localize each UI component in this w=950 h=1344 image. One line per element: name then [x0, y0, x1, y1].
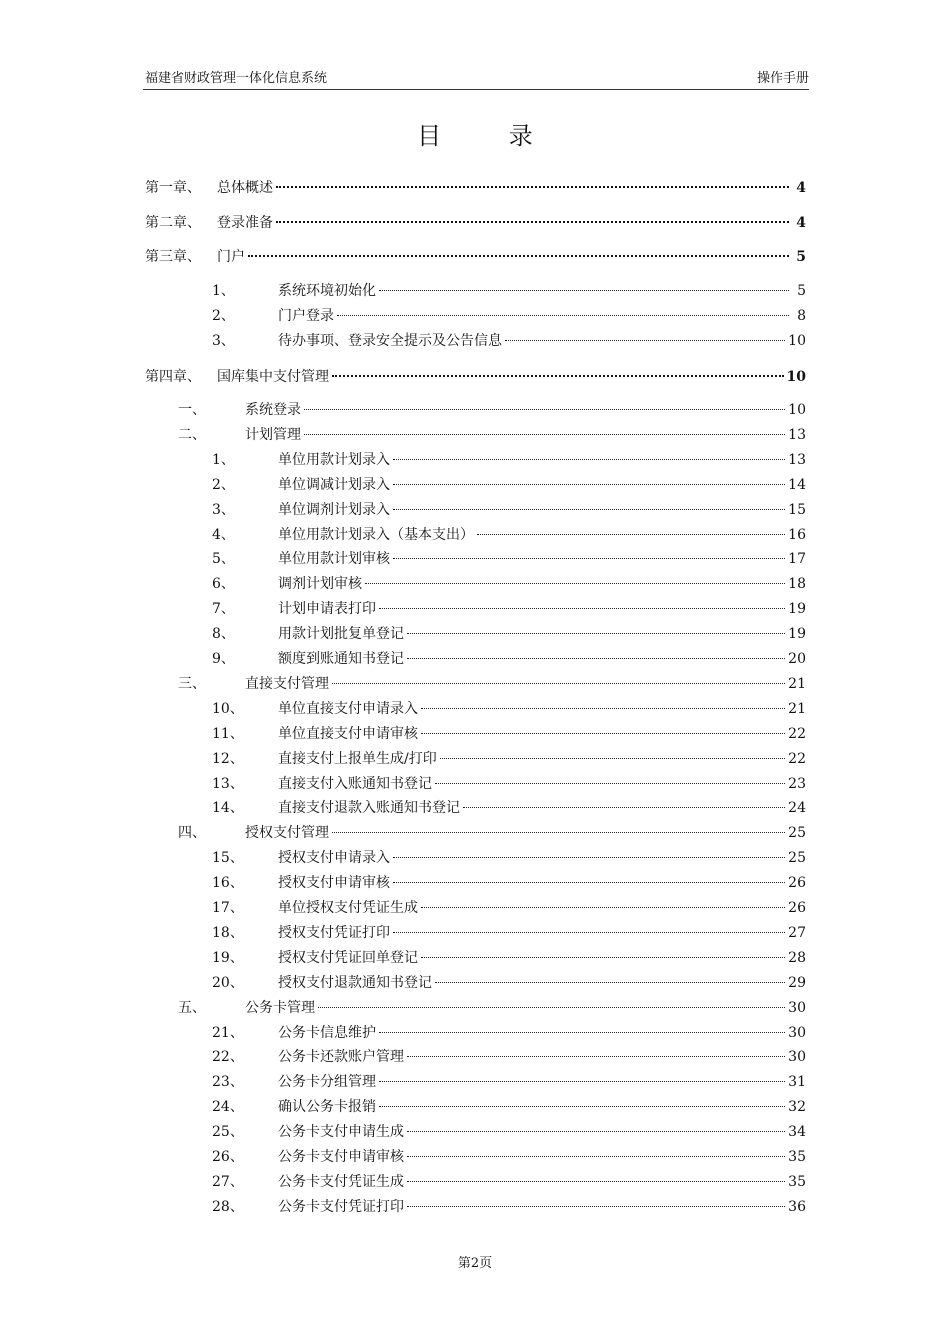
toc-entry-page: 25 — [788, 850, 806, 867]
toc-entry-number: 二、 — [178, 426, 206, 443]
toc-leader-dots — [421, 907, 785, 908]
toc-entry-number: 四、 — [178, 825, 206, 842]
toc-entry-title: 用款计划批复单登记 — [278, 626, 404, 643]
toc-entry[interactable] — [212, 1172, 806, 1192]
toc-entry[interactable] — [212, 1122, 806, 1142]
toc-entry-number: 26、 — [212, 1149, 244, 1165]
toc-entry[interactable] — [212, 749, 806, 769]
toc-leader-dots — [379, 290, 789, 291]
toc-leader-dots — [332, 683, 785, 684]
toc-entry[interactable] — [212, 798, 806, 818]
toc-entry-title: 单位用款计划审核 — [278, 551, 390, 568]
toc-entry-number: 3、 — [212, 333, 235, 349]
toc-entry-page: 25 — [788, 825, 806, 842]
toc-entry-number: 第一章、 — [145, 180, 201, 196]
toc-entry-page: 23 — [788, 775, 806, 792]
toc-entry-title: 总体概述 — [217, 180, 273, 196]
toc-leader-dots — [248, 255, 789, 257]
toc-entry-number: 27、 — [212, 1173, 244, 1190]
toc-entry[interactable] — [212, 525, 806, 545]
toc-entry-number: 28、 — [212, 1198, 244, 1215]
toc-entry-number: 9、 — [212, 651, 235, 667]
toc-entry[interactable] — [212, 923, 806, 943]
toc-entry-title: 公务卡支付凭证打印 — [278, 1198, 404, 1215]
toc-entry-page: 31 — [788, 1074, 806, 1091]
toc-entry-title: 系统环境初始化 — [278, 283, 376, 299]
header-manual-label: 操作手册 — [756, 71, 809, 86]
toc-leader-dots — [421, 957, 785, 958]
toc-entry[interactable] — [212, 500, 806, 520]
toc-entry-page: 32 — [788, 1099, 806, 1116]
toc-entry-page: 18 — [788, 576, 806, 593]
toc-entry-title: 调剂计划审核 — [278, 576, 362, 593]
page-number: 第2页 — [457, 1256, 493, 1271]
toc-entry-number: 11、 — [212, 725, 244, 742]
toc-entry-title: 计划申请表打印 — [278, 601, 376, 618]
toc-leader-dots — [379, 1032, 785, 1033]
toc-leader-dots — [421, 733, 785, 734]
toc-entry-page: 30 — [788, 1049, 806, 1066]
toc-entry-title: 公务卡支付凭证生成 — [278, 1173, 404, 1190]
toc-entry[interactable] — [212, 624, 806, 644]
toc-entry-number: 21、 — [212, 1024, 244, 1041]
toc-entry-title: 国库集中支付管理 — [217, 369, 329, 385]
toc-entry-page: 19 — [788, 601, 806, 618]
toc-entry[interactable] — [145, 213, 806, 233]
toc-entry-number: 24、 — [212, 1099, 244, 1116]
toc-entry-page: 20 — [788, 651, 806, 667]
toc-entry-page: 16 — [788, 526, 806, 543]
toc-leader-dots — [440, 758, 785, 759]
toc-entry[interactable] — [212, 475, 806, 495]
toc-entry-title: 确认公务卡报销 — [278, 1099, 376, 1116]
toc-leader-dots — [463, 807, 785, 808]
toc-leader-dots — [407, 1156, 785, 1157]
toc-entry-number: 10、 — [212, 700, 244, 717]
toc-entry-title: 直接支付入账通知书登记 — [278, 775, 432, 792]
toc-entry-number: 25、 — [212, 1124, 244, 1141]
toc-entry-page: 27 — [788, 924, 806, 941]
toc-entry-number: 一、 — [178, 402, 206, 418]
toc-leader-dots — [407, 1206, 785, 1207]
toc-entry-number: 8、 — [212, 626, 235, 643]
toc-entry[interactable] — [212, 331, 806, 351]
toc-entry-number: 16、 — [212, 875, 244, 892]
toc-entry[interactable] — [212, 1072, 806, 1092]
toc-entry[interactable] — [178, 400, 806, 420]
toc-leader-dots — [435, 783, 785, 784]
toc-entry[interactable] — [178, 425, 806, 445]
toc-entry-title: 待办事项、登录安全提示及公告信息 — [278, 333, 502, 349]
toc-entry-page: 30 — [788, 1024, 806, 1041]
toc-entry-title: 授权支付凭证回单登记 — [278, 949, 418, 966]
toc-entry[interactable] — [212, 973, 806, 993]
toc-entry-title: 登录准备 — [217, 215, 273, 231]
toc-entry[interactable] — [212, 699, 806, 719]
toc-entry-number: 2、 — [212, 476, 235, 493]
toc-entry-page: 21 — [788, 675, 806, 692]
toc-entry-number: 22、 — [212, 1049, 244, 1066]
toc-entry-title: 单位调剂计划录入 — [278, 501, 390, 518]
toc-entry-page: 10 — [786, 369, 806, 385]
toc-entry-number: 4、 — [212, 526, 235, 543]
toc-entry-title: 门户登录 — [278, 308, 334, 324]
toc-entry[interactable] — [212, 898, 806, 918]
toc-entry[interactable] — [212, 948, 806, 968]
toc-leader-dots — [393, 459, 785, 460]
toc-leader-dots — [304, 409, 785, 410]
toc-entry-number: 14、 — [212, 800, 244, 817]
toc-entry-number: 第三章、 — [145, 249, 201, 265]
toc-entry-page: 15 — [788, 501, 806, 518]
toc-entry[interactable] — [145, 247, 806, 267]
toc-entry-page: 5 — [797, 283, 806, 299]
toc-entry-page: 4 — [796, 180, 806, 196]
toc-entry-page: 13 — [788, 426, 806, 443]
toc-leader-dots — [477, 534, 785, 535]
toc-leader-dots — [365, 583, 785, 584]
toc-entry-title: 授权支付申请审核 — [278, 875, 390, 892]
toc-entry[interactable] — [212, 1023, 806, 1043]
toc-entry[interactable] — [212, 450, 806, 470]
toc-entry-number: 20、 — [212, 974, 244, 991]
toc-leader-dots — [276, 186, 789, 188]
toc-entry-number: 17、 — [212, 900, 244, 916]
toc-entry[interactable] — [212, 774, 806, 794]
toc-entry-title: 直接支付退款入账通知书登记 — [278, 800, 460, 817]
toc-leader-dots — [407, 1131, 785, 1132]
toc-entry[interactable] — [212, 649, 806, 669]
toc-entry-page: 10 — [788, 402, 806, 418]
toc-entry[interactable] — [212, 574, 806, 594]
toc-leader-dots — [393, 509, 785, 510]
toc-leader-dots — [318, 1007, 785, 1008]
toc-entry-title: 公务卡还款账户管理 — [278, 1049, 404, 1066]
toc-entry[interactable] — [145, 178, 806, 198]
toc-entry-title: 直接支付管理 — [245, 675, 329, 692]
toc-entry-number: 3、 — [212, 501, 235, 518]
toc-entry-title: 门户 — [217, 249, 245, 265]
toc-entry-page: 36 — [788, 1198, 806, 1215]
toc-entry-number: 三、 — [178, 675, 206, 692]
toc-entry-page: 35 — [788, 1173, 806, 1190]
toc-entry-page: 24 — [788, 800, 806, 817]
toc-entry-number: 13、 — [212, 775, 244, 792]
toc-entry-title: 公务卡支付申请生成 — [278, 1124, 404, 1141]
toc-entry[interactable] — [212, 281, 806, 301]
toc-leader-dots — [393, 857, 785, 858]
toc-entry-page: 29 — [788, 974, 806, 991]
toc-leader-dots — [379, 608, 785, 609]
toc-leader-dots — [276, 221, 789, 223]
toc-entry-title: 直接支付上报单生成/打印 — [278, 750, 437, 767]
toc-leader-dots — [393, 932, 785, 933]
toc-entry-title: 授权支付管理 — [245, 825, 329, 842]
toc-entry-number: 1、 — [212, 283, 235, 299]
toc-leader-dots — [393, 882, 785, 883]
toc-leader-dots — [337, 315, 789, 316]
toc-entry[interactable] — [178, 823, 806, 843]
toc-entry-number: 19、 — [212, 949, 244, 966]
toc-entry[interactable] — [212, 549, 806, 569]
toc-entry-page: 21 — [788, 700, 806, 717]
toc-entry-title: 单位用款计划录入（基本支出） — [278, 526, 474, 543]
toc-leader-dots — [393, 484, 785, 485]
toc-entry[interactable] — [212, 599, 806, 619]
toc-entry-page: 30 — [788, 999, 806, 1016]
toc-leader-dots — [379, 1081, 785, 1082]
toc-entry-title: 额度到账通知书登记 — [278, 651, 404, 667]
toc-entry-page: 8 — [797, 308, 806, 324]
toc-leader-dots — [379, 1106, 785, 1107]
toc-entry-page: 34 — [788, 1124, 806, 1141]
page-title: 目 录 — [417, 122, 563, 150]
toc-leader-dots — [435, 982, 785, 983]
toc-entry-number: 23、 — [212, 1074, 244, 1091]
toc-entry-title: 单位授权支付凭证生成 — [278, 900, 418, 916]
toc-entry[interactable] — [212, 848, 806, 868]
toc-entry[interactable] — [212, 1197, 806, 1217]
toc-leader-dots — [407, 1056, 785, 1057]
toc-entry-title: 单位调减计划录入 — [278, 476, 390, 493]
toc-entry-title: 公务卡信息维护 — [278, 1024, 376, 1041]
toc-leader-dots — [407, 1181, 785, 1182]
toc-entry-number: 18、 — [212, 924, 244, 941]
toc-entry-page: 35 — [788, 1149, 806, 1165]
toc-entry[interactable] — [212, 873, 806, 893]
toc-leader-dots — [393, 558, 785, 559]
toc-entry-number: 五、 — [178, 999, 206, 1016]
toc-entry-title: 单位直接支付申请录入 — [278, 700, 418, 717]
toc-entry[interactable] — [178, 998, 806, 1018]
toc-entry-title: 授权支付退款通知书登记 — [278, 974, 432, 991]
toc-entry-number: 第二章、 — [145, 215, 201, 231]
toc-entry-number: 12、 — [212, 750, 244, 767]
toc-entry-page: 28 — [788, 949, 806, 966]
toc-entry-page: 17 — [788, 551, 806, 568]
toc-entry-number: 15、 — [212, 850, 244, 867]
toc-entry-title: 单位用款计划录入 — [278, 451, 390, 468]
toc-entry-page: 19 — [788, 626, 806, 643]
toc-entry[interactable] — [212, 1147, 806, 1167]
toc-entry-page: 14 — [788, 476, 806, 493]
toc-leader-dots — [407, 658, 785, 659]
toc-entry[interactable] — [212, 1047, 806, 1067]
toc-entry-page: 26 — [788, 900, 806, 916]
toc-entry-page: 5 — [796, 249, 806, 265]
toc-entry-page: 4 — [796, 215, 806, 231]
toc-leader-dots — [407, 633, 785, 634]
toc-entry-title: 授权支付凭证打印 — [278, 924, 390, 941]
toc-leader-dots — [505, 340, 785, 341]
header-system-name: 福建省财政管理一体化信息系统 — [145, 71, 328, 86]
toc-leader-dots — [332, 375, 784, 377]
toc-entry-title: 计划管理 — [245, 426, 301, 443]
toc-entry-title: 公务卡管理 — [245, 999, 315, 1016]
toc-entry-page: 10 — [788, 333, 806, 349]
toc-leader-dots — [304, 434, 785, 435]
toc-entry-number: 第四章、 — [145, 369, 201, 385]
toc-entry-number: 5、 — [212, 551, 235, 568]
toc-entry[interactable] — [212, 306, 806, 326]
toc-leader-dots — [332, 832, 785, 833]
toc-entry-title: 公务卡支付申请审核 — [278, 1149, 404, 1165]
toc-entry-page: 22 — [788, 725, 806, 742]
toc-entry-number: 6、 — [212, 576, 235, 593]
toc-entry-title: 单位直接支付申请审核 — [278, 725, 418, 742]
toc-entry-number: 1、 — [212, 451, 235, 468]
toc-entry-title: 授权支付申请录入 — [278, 850, 390, 867]
toc-entry[interactable] — [178, 674, 806, 694]
toc-entry[interactable] — [212, 724, 806, 744]
toc-entry-page: 13 — [788, 451, 806, 468]
toc-entry-title: 公务卡分组管理 — [278, 1074, 376, 1091]
toc-entry-page: 26 — [788, 875, 806, 892]
toc-entry[interactable] — [145, 367, 806, 387]
toc-entry-number: 7、 — [212, 601, 235, 618]
toc-leader-dots — [421, 708, 785, 709]
toc-entry[interactable] — [212, 1097, 806, 1117]
toc-entry-number: 2、 — [212, 308, 235, 324]
toc-entry-title: 系统登录 — [245, 402, 301, 418]
toc-entry-page: 22 — [788, 750, 806, 767]
